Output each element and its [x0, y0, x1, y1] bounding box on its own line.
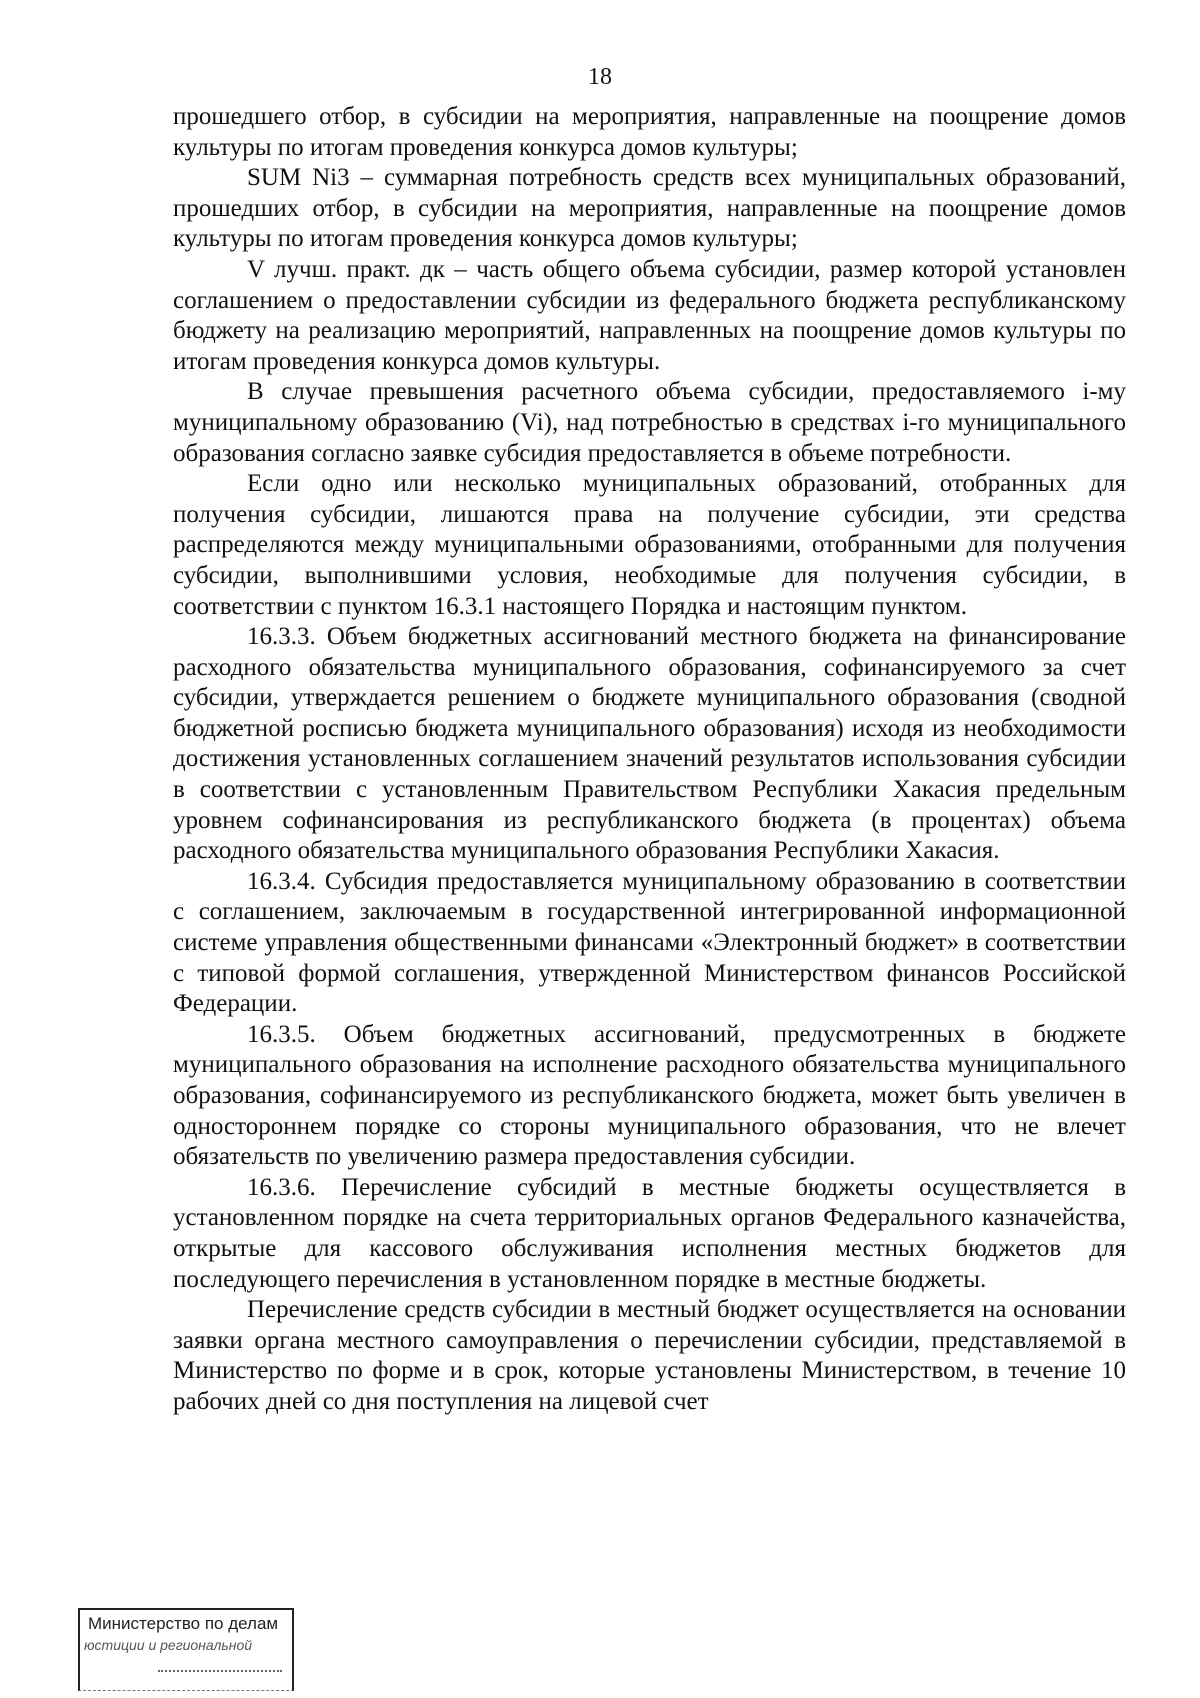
paragraph: 16.3.4. Субсидия предоставляется муниципальному образованию в соответствии с соглашением, заключаемым в государственной интегрированной информационной системе управления общественными финансами «Электронный бюджет» в соответствии с типовой формой соглашения, утвержденной Министерством финансов Российской Федерации. [173, 867, 1126, 1018]
paragraph: 16.3.3. Объем бюджетных ассигнований местного бюджета на финансирование расходного обязательства муниципального образования, софинансируемого за счет субсидии, утверждается решением о бюджете муниципального образования (сводной бюджетной росписью бюджета муниципального образования) исходя из необходимости достижения установленных соглашением значений результатов использования субсидии в соответствии с установленным Правительством Республики Хакасия предельным уровнем софинансирования из республиканского бюджета (в процентах) объема расходного обязательства муниципального образования Республики Хакасия. [173, 623, 1126, 865]
paragraph: 16.3.5. Объем бюджетных ассигнований, предусмотренных в бюджете муниципального образования на исполнение расходного обязательства муниципального образования, софинансируемого из республиканского бюджета, может быть увеличен в одностороннем порядке со стороны муниципального образования, что не влечет обязательств по увеличению размера предоставления субсидии. [173, 1020, 1126, 1171]
paragraph: Перечисление средств субсидии в местный бюджет осуществляется на основании заявки органа местного самоуправления о перечислении субсидии, представляемой в Министерство по форме и в срок, которые установлены Министерством, в течение 10 рабочих дней со дня поступления на лицевой счет [173, 1296, 1126, 1415]
paragraph: 16.3.6. Перечисление субсидий в местные бюджеты осуществляется в установленном порядке на счета территориальных органов Федерального казначейства, открытые для кассового обслуживания исполнения местных бюджетов для последующего перечисления в установленном порядке в местные бюджеты. [173, 1173, 1126, 1293]
ministry-stamp [78, 1608, 296, 1692]
paragraph: V лучш. практ. дк – часть общего объема субсидии, размер которой установлен соглашением о предоставлении субсидии из федерального бюджета республиканскому бюджету на реализацию мероприятий, направленных на поощрение домов культуры по итогам проведения конкурса домов культуры. [173, 255, 1126, 375]
paragraph: В случае превышения расчетного объема субсидии, предоставляемого i-му муниципальному образованию (Vi), над потребностью в средствах i-го муниципального образования согласно заявке субсидия предоставляется в объеме потребности. [173, 378, 1126, 467]
stamp-line-2: юстиции и региональной [84, 1637, 253, 1653]
stamp-signature-line [158, 1670, 282, 1672]
page-number: 18 [588, 64, 612, 90]
paragraph: прошедшего отбор, в субсидии на мероприятия, направленные на поощрение домов культуры по итогам проведения конкурса домов культуры; [173, 103, 1126, 161]
paragraph: SUM Ni3 – суммарная потребность средств всех муниципальных образований, прошедших отбор, в субсидии на мероприятия, направленные на поощрение домов культуры по итогам проведения конкурса домов культуры; [173, 164, 1126, 253]
paragraph: Если одно или несколько муниципальных образований, отобранных для получения субсидии, лишаются права на получение субсидии, эти средства распределяются между муниципальными образованиями, отобранными для получения субсидии, выполнившими условия, необходимые для получения субсидии, в соответствии с пунктом 16.3.1 настоящего Порядка и настоящим пунктом. [173, 470, 1126, 620]
stamp-line-1: Министерство по делам [88, 1614, 279, 1633]
document-body [173, 102, 1126, 1418]
